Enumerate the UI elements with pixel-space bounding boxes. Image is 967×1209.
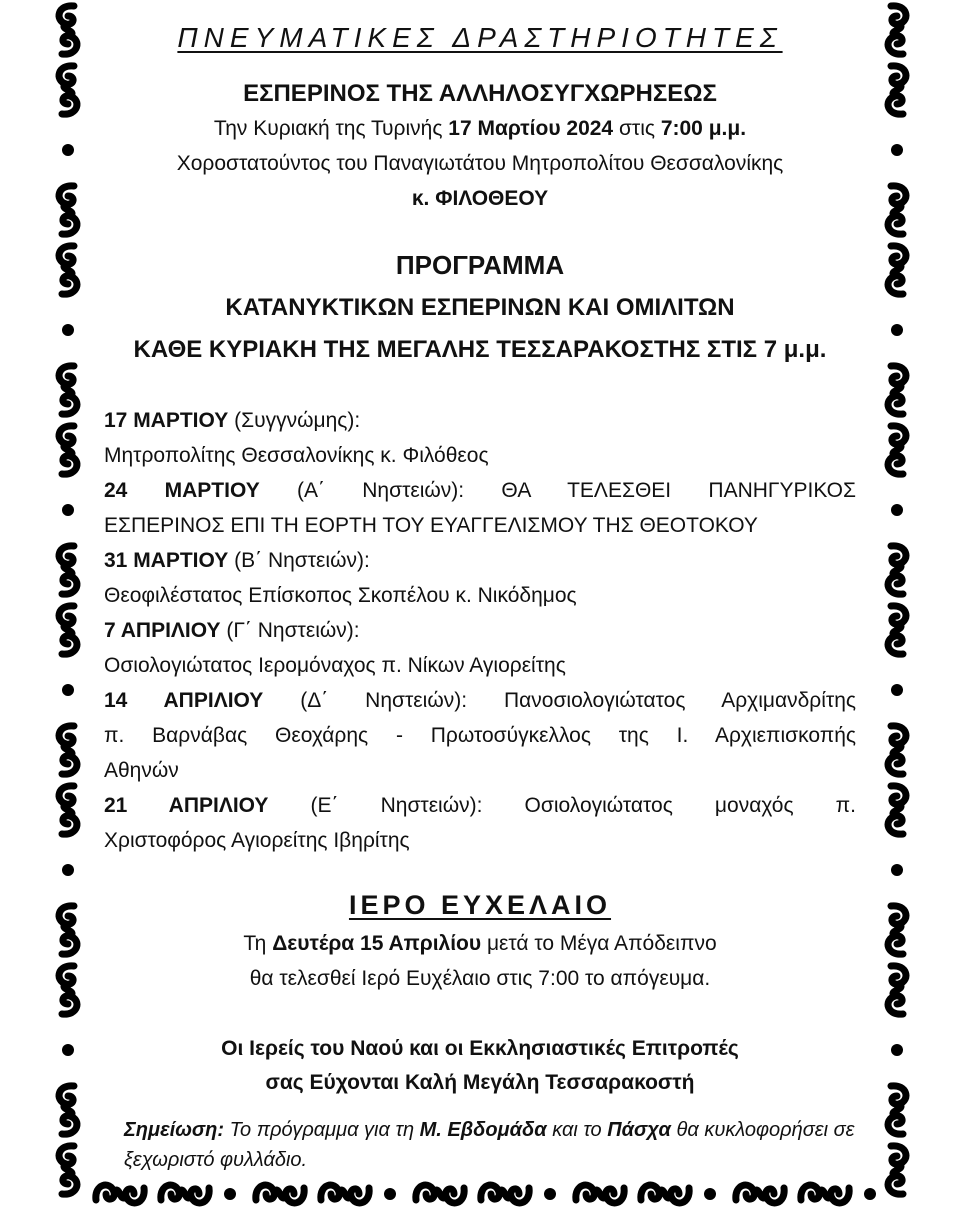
page-title: ΠΝΕΥΜΑΤΙΚΕΣ ΔΡΑΣΤΗΡΙΟΤΗΤΕΣ [177, 22, 783, 53]
euchelaio-title: ΙΕΡΟ ΕΥΧΕΛΑΙΟ [348, 890, 612, 920]
euchelaio-date-line: Τη Δευτέρα 15 Απριλίου μετά το Μέγα Απόδειπνο [243, 932, 717, 955]
scroll-ornament-icon [888, 426, 906, 474]
ornament-dot-icon [62, 144, 74, 156]
ornament-dot-icon [384, 1188, 396, 1200]
scroll-ornament-icon [888, 966, 906, 1014]
scroll-ornament-icon [96, 1185, 144, 1203]
schedule-item-date-line: 17 ΜΑΡΤΙΟΥ (Συγγνώμης): [104, 409, 361, 432]
scroll-ornament-icon [481, 1185, 529, 1203]
scroll-ornament-icon [59, 1146, 77, 1194]
scroll-ornament-icon [888, 546, 906, 594]
schedule-item-speaker: Αθηνών [104, 759, 179, 782]
scroll-ornament-icon [321, 1185, 369, 1203]
schedule-item-speaker: Οσιολογιώτατος Ιερομόναχος π. Νίκων Αγιορείτης [104, 654, 566, 677]
scroll-ornament-icon [256, 1185, 304, 1203]
ornament-dot-icon [224, 1188, 236, 1200]
scroll-ornament-icon [59, 426, 77, 474]
scroll-ornament-icon [161, 1185, 209, 1203]
scroll-ornament-icon [59, 246, 77, 294]
ornament-dot-icon [62, 684, 74, 696]
ornament-dot-icon [891, 1044, 903, 1056]
scroll-ornament-icon [59, 6, 77, 54]
program-subtitle-1: ΚΑΤΑΝΥΚΤΙΚΩΝ ΕΣΠΕΡΙΝΩΝ ΚΑΙ ΟΜΙΛΙΤΩΝ [225, 294, 735, 321]
scroll-ornament-icon [59, 726, 77, 774]
schedule-item-speaker: Μητροπολίτης Θεσσαλονίκης κ. Φιλόθεος [104, 444, 489, 467]
right-ornament-border [875, 0, 919, 1209]
ornament-dot-icon [544, 1188, 556, 1200]
greeting-line-1: Οι Ιερείς του Ναού και οι Εκκλησιαστικές Επιτροπές [221, 1037, 739, 1060]
program-title: ΠΡΟΓΡΑΜΜΑ [395, 250, 565, 280]
footnote-label: Σημείωση: [124, 1119, 225, 1141]
vespers-presider-line: Χοροστατούντος του Παναγιωτάτου Μητροπολίτου Θεσσαλονίκης [176, 152, 784, 175]
ornament-dot-icon [62, 864, 74, 876]
euchelaio-time-line: θα τελεσθεί Ιερό Ευχέλαιο στις 7:00 το απόγευμα. [249, 967, 711, 990]
schedule-item-date-line: 14 ΑΠΡΙΛΙΟΥ (Δ΄ Νηστειών): Πανοσιολογιώτατος Αρχιμανδρίτης [104, 689, 856, 712]
scroll-ornament-icon [641, 1185, 689, 1203]
scroll-ornament-icon [59, 546, 77, 594]
bottom-ornament-border [80, 1170, 890, 1209]
scroll-ornament-icon [736, 1185, 784, 1203]
scroll-ornament-icon [888, 66, 906, 114]
scroll-ornament-icon [59, 66, 77, 114]
scroll-ornament-icon [888, 726, 906, 774]
scroll-ornament-icon [888, 186, 906, 234]
vespers-title: ΕΣΠΕΡΙΝΟΣ ΤΗΣ ΑΛΛΗΛΟΣΥΓΧΩΡΗΣΕΩΣ [243, 80, 717, 107]
greeting-line-2: σας Εύχονται Καλή Μεγάλη Τεσσαρακοστή [265, 1071, 695, 1094]
ornament-dot-icon [891, 684, 903, 696]
ornament-dot-icon [62, 324, 74, 336]
ornament-dot-icon [704, 1188, 716, 1200]
scroll-ornament-icon [59, 366, 77, 414]
program-subtitle-2: ΚΑΘΕ ΚΥΡΙΑΚΗ ΤΗΣ ΜΕΓΑΛΗΣ ΤΕΣΣΑΡΑΚΟΣΤΗΣ ΣΤΙΣ 7 μ.μ. [133, 336, 827, 363]
schedule-item-date-line: 31 ΜΑΡΤΙΟΥ (Β΄ Νηστειών): [104, 549, 370, 572]
scroll-ornament-icon [59, 606, 77, 654]
scroll-ornament-icon [801, 1185, 849, 1203]
scroll-ornament-icon [59, 786, 77, 834]
scroll-ornament-icon [888, 6, 906, 54]
schedule-item-date-line: 24 ΜΑΡΤΙΟΥ (Α΄ Νηστειών): ΘΑ ΤΕΛΕΣΘΕΙ ΠΑΝΗΓΥΡΙΚΟΣ [104, 479, 856, 502]
scroll-ornament-icon [576, 1185, 624, 1203]
vespers-presider-name: κ. ΦΙΛΟΘΕΟΥ [411, 187, 549, 210]
scroll-ornament-icon [888, 1086, 906, 1134]
schedule-list [104, 403, 856, 858]
scroll-ornament-icon [888, 246, 906, 294]
scroll-ornament-icon [888, 366, 906, 414]
schedule-item-speaker: Θεοφιλέστατος Επίσκοπος Σκοπέλου κ. Νικόδημος [104, 584, 577, 607]
vespers-date-line: Την Κυριακή της Τυρινής 17 Μαρτίου 2024 στις 7:00 μ.μ. [213, 117, 747, 140]
ornament-dot-icon [891, 144, 903, 156]
schedule-item-date-line: 7 ΑΠΡΙΛΙΟΥ (Γ΄ Νηστειών): [104, 619, 360, 642]
scroll-ornament-icon [59, 966, 77, 1014]
scroll-ornament-icon [888, 606, 906, 654]
scroll-ornament-icon [59, 186, 77, 234]
ornament-dot-icon [891, 504, 903, 516]
scroll-ornament-icon [888, 906, 906, 954]
schedule-item-speaker: ΕΣΠΕΡΙΝΟΣ ΕΠΙ ΤΗ ΕΟΡΤΗ ΤΟΥ ΕΥΑΓΓΕΛΙΣΜΟΥ ΤΗΣ ΘΕΟΤΟΚΟΥ [104, 514, 758, 537]
scroll-ornament-icon [888, 786, 906, 834]
scroll-ornament-icon [416, 1185, 464, 1203]
ornament-dot-icon [891, 324, 903, 336]
ornament-dot-icon [62, 1044, 74, 1056]
schedule-item-date-line: 21 ΑΠΡΙΛΙΟΥ (Ε΄ Νηστειών): Οσιολογιώτατος μοναχός π. [104, 794, 857, 817]
scroll-ornament-icon [888, 1146, 906, 1194]
ornament-dot-icon [864, 1188, 876, 1200]
schedule-item-speaker: Χριστοφόρος Αγιορείτης Ιβηρίτης [104, 829, 410, 852]
scroll-ornament-icon [59, 906, 77, 954]
ornament-dot-icon [891, 864, 903, 876]
ornament-dot-icon [62, 504, 74, 516]
footnote: Σημείωση: Το πρόγραμμα για τη Μ. Εβδομάδα και το Πάσχα θα κυκλοφορήσει σε ξεχωριστό φυλλάδιο. [124, 1119, 855, 1171]
schedule-item-speaker: π. Βαρνάβας Θεοχάρης - Πρωτοσύγκελλος της Ι. Αρχιεπισκοπής [104, 724, 856, 747]
scroll-ornament-icon [59, 1086, 77, 1134]
left-ornament-border [46, 0, 90, 1209]
